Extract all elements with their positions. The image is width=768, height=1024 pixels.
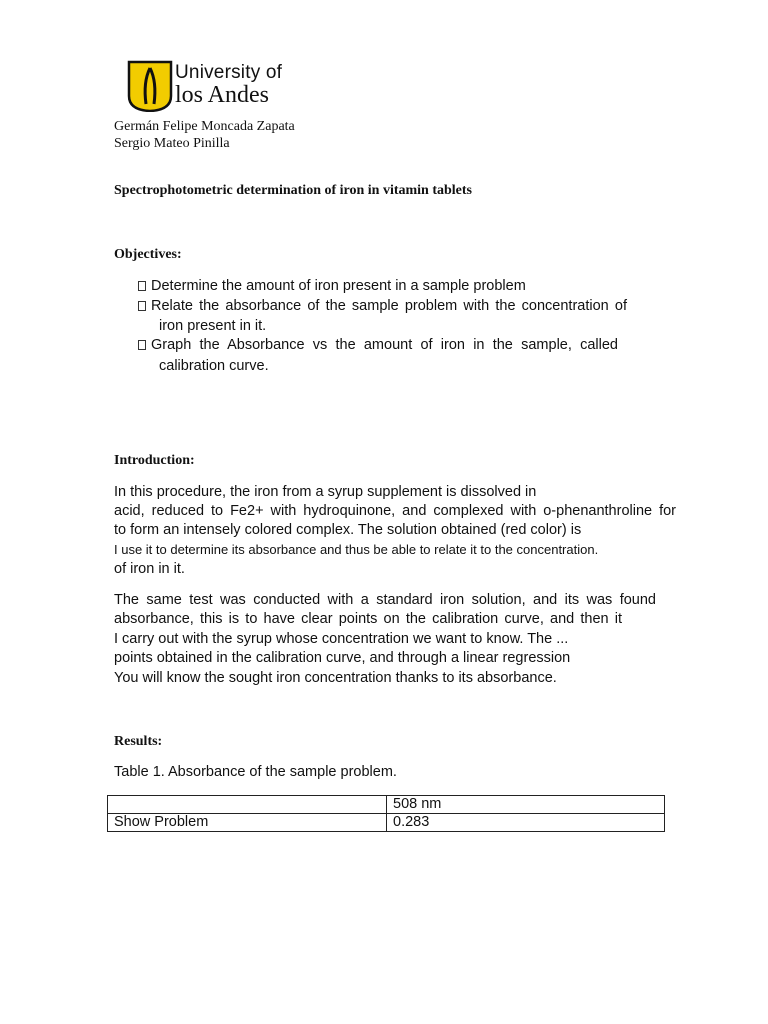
intro-paragraph-line: I use it to determine its absorbance and thus be able to relate it to the concentration. [114, 542, 599, 557]
objective-item [138, 278, 627, 294]
table-caption: Table 1. Absorbance of the sample problem. [114, 764, 397, 780]
bullet-box-icon [138, 340, 146, 350]
results-heading: Results: [114, 734, 163, 749]
intro-paragraph-line: absorbance, this is to have clear points on the calibration curve, and then it [114, 611, 622, 627]
bullet-box-icon [138, 301, 146, 311]
objective-item [138, 337, 618, 353]
intro-paragraph-line: acid, reduced to Fe2+ with hydroquinone, and complexed with o-phenanthroline for [114, 503, 676, 519]
intro-paragraph-line: of iron in it. [114, 561, 185, 577]
intro-paragraph-line: The same test was conducted with a standard iron solution, and its was found [114, 592, 656, 608]
objective-item [138, 298, 627, 314]
objective-text-continued: iron present in it. [159, 318, 267, 334]
objective-text: Determine the amount of iron present in a sample problem [151, 278, 526, 294]
intro-paragraph-line: You will know the sought iron concentration thanks to its absorbance. [114, 670, 557, 686]
university-logo [127, 60, 297, 112]
objectives-heading: Objectives: [114, 247, 182, 262]
author-name: Sergio Mateo Pinilla [114, 136, 230, 151]
absorbance-table [107, 795, 665, 832]
intro-paragraph-line: I carry out with the syrup whose concentration we want to know. The ... [114, 631, 569, 647]
objective-text: Graph the Absorbance vs the amount of iron in the sample, called [151, 337, 618, 353]
intro-paragraph-line: to form an intensely colored complex. The solution obtained (red color) is [114, 522, 582, 538]
intro-paragraph-line: points obtained in the calibration curve, and through a linear regression [114, 650, 571, 666]
author-name: Germán Felipe Moncada Zapata [114, 119, 295, 134]
table-header-cell [108, 796, 387, 814]
document-title: Spectrophotometric determination of iron in vitamin tablets [114, 183, 473, 198]
bullet-box-icon [138, 281, 146, 291]
logo-text-line1: University of [175, 62, 283, 83]
university-shield-icon [127, 60, 173, 112]
table-row [108, 814, 665, 832]
objective-text-continued: calibration curve. [159, 358, 269, 374]
intro-paragraph-line: In this procedure, the iron from a syrup supplement is dissolved in [114, 484, 537, 500]
table-cell: 0.283 [387, 814, 665, 832]
table-header-cell: 508 nm [387, 796, 665, 814]
objective-text: Relate the absorbance of the sample problem with the concentration of [151, 298, 627, 314]
table-header-row [108, 796, 665, 814]
logo-text-line2: los Andes [175, 82, 270, 108]
table-cell: Show Problem [108, 814, 387, 832]
introduction-heading: Introduction: [114, 453, 195, 468]
